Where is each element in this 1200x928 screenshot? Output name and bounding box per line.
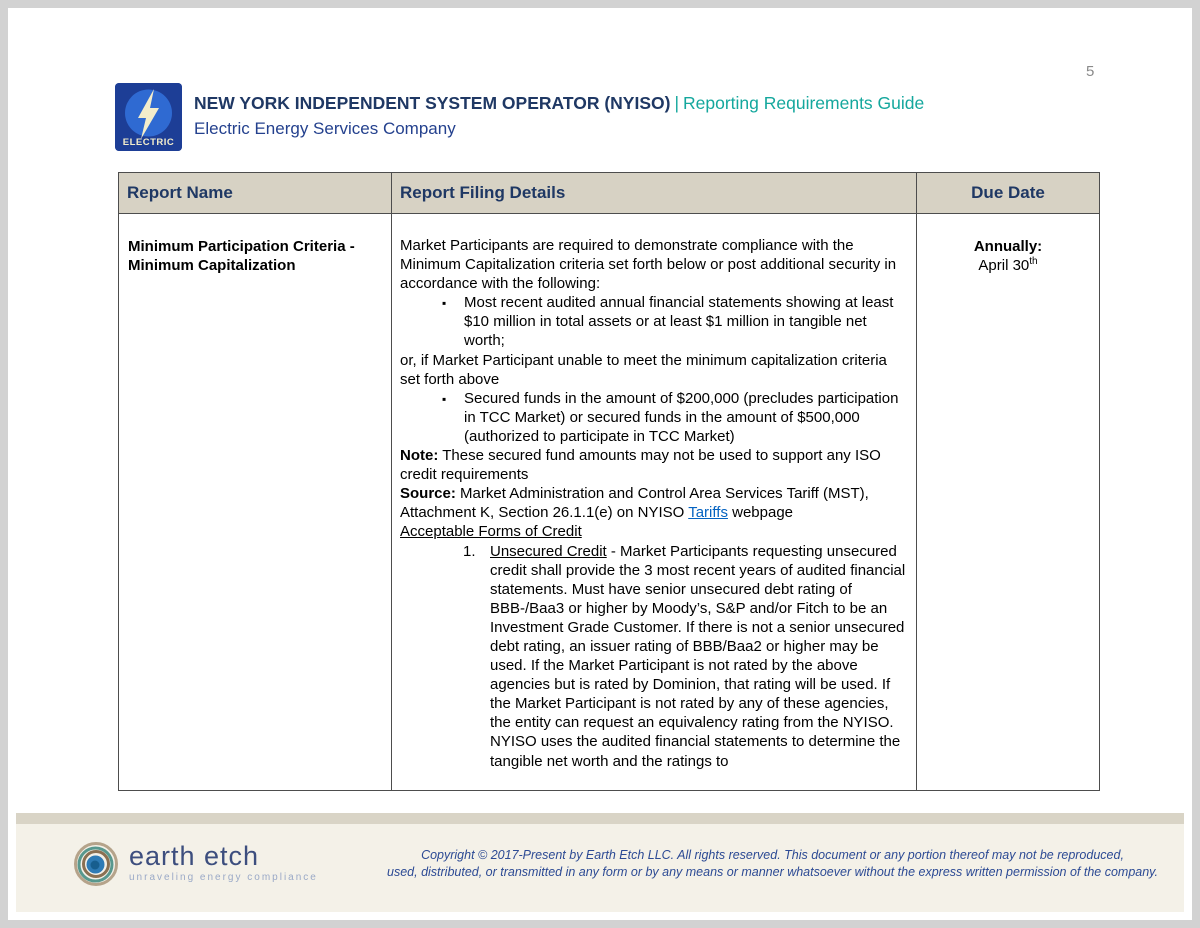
- title-main: NEW YORK INDEPENDENT SYSTEM OPERATOR (NYISO): [194, 93, 671, 113]
- details-bullet-2: [400, 389, 906, 446]
- copyright-line-2: used, distributed, or transmitted in any form or by any means or manner whatsoever without the express written permission of the company.: [387, 865, 1158, 879]
- tariffs-link[interactable]: Tariffs: [688, 504, 728, 522]
- table-row: [119, 214, 1100, 791]
- header-titles: [194, 92, 924, 151]
- source-label: Source:: [400, 485, 456, 503]
- reporting-requirements-table: [118, 172, 1100, 791]
- copyright-notice: [386, 847, 1159, 881]
- bullet-1-text: Most recent audited annual financial statements showing at least $10 million in total assets or at least $1 million in tangible net worth;: [464, 294, 894, 350]
- electric-company-logo: [115, 83, 182, 151]
- brand-name: earth etch: [129, 841, 260, 871]
- due-date-text: April 30: [978, 257, 1030, 274]
- note-text: These secured fund amounts may not be used to support any ISO credit requirements: [400, 447, 881, 484]
- document-header: [115, 83, 924, 151]
- details-bullet-1: [400, 293, 906, 350]
- source-text-post: webpage: [727, 504, 794, 522]
- note-label: Note:: [400, 447, 439, 465]
- report-filing-details-cell: [392, 214, 917, 791]
- report-name-cell: Minimum Participation Criteria - Minimum Capitalization: [119, 214, 392, 791]
- due-date-ordinal-suffix: th: [1029, 256, 1038, 267]
- item-1-title: Unsecured Credit: [490, 542, 607, 560]
- column-header-due-date: Due Date: [917, 173, 1100, 214]
- details-paragraph-2: or, if Market Participant unable to meet the minimum capitalization criteria set forth above: [400, 351, 887, 388]
- details-note: [400, 446, 906, 484]
- bullet-2-text: Secured funds in the amount of $200,000 (precludes participation in TCC Market) or secured funds in the amount of $500,000 (authorized to participate in TCC Market): [464, 389, 899, 445]
- document-subtitle: Electric Energy Services Company: [194, 119, 456, 138]
- due-date-frequency: Annually:: [973, 238, 1043, 255]
- title-accent: Reporting Requirements Guide: [683, 93, 925, 113]
- source-text-pre: Market Administration and Control Area Services Tariff (MST), Attachment K, Section 26.1.1(e) on NYISO: [400, 485, 869, 522]
- column-header-report-name: Report Name: [119, 173, 392, 214]
- column-header-report-filing-details: Report Filing Details: [392, 173, 917, 214]
- square-bullet-icon: ▪: [442, 391, 447, 406]
- logo-label: ELECTRIC: [122, 137, 175, 148]
- acceptable-forms-heading: Acceptable Forms of Credit: [400, 523, 582, 541]
- title-separator: |: [674, 93, 679, 113]
- item-1-text: - Market Participants requesting unsecured credit shall provide the 3 most recent years of audited financial statements. Must have senior unsecured debt rating of BBB-/Baa3 or higher by Moody’s, S&P and/or Fitch to be an Investment Grade Customer. If there is not a senior unsecured debt rating, an issuer rating of BBB/Baa2 or higher may be used. If the Market Participant is not rated by the above agencies but is rated by Dominion, that rating will be used. If the Market Participant is not rated by any of these agencies, the entity can request an equivalency rating from the NYISO. NYISO uses the audited financial statements to determine the tangible net worth and the ratings to: [490, 542, 906, 770]
- copyright-line-1: Copyright © 2017-Present by Earth Etch LLC. All rights reserved. This document or any portion thereof may not be reproduced,: [421, 848, 1124, 862]
- document-title: [194, 92, 924, 114]
- table-header-row: [119, 173, 1100, 214]
- page-number: 5: [1086, 63, 1095, 80]
- details-numbered-item-1: [400, 542, 906, 771]
- due-date-cell: [917, 214, 1100, 791]
- brand-text: [129, 841, 318, 883]
- list-number: 1.: [463, 542, 476, 560]
- details-content: [400, 236, 906, 771]
- brand-tagline: unraveling energy compliance: [129, 872, 318, 883]
- footer-divider-band: [16, 813, 1184, 824]
- earth-etch-brand: [73, 841, 318, 887]
- details-source: [400, 484, 906, 522]
- details-paragraph-1: Market Participants are required to demonstrate compliance with the Minimum Capitalization criteria set forth below or post additional security in accordance with the following:: [400, 237, 897, 293]
- due-date-value: [918, 256, 1098, 275]
- page-footer: [16, 824, 1184, 912]
- square-bullet-icon: ▪: [442, 296, 447, 311]
- earth-etch-concentric-circles-icon: [73, 841, 119, 887]
